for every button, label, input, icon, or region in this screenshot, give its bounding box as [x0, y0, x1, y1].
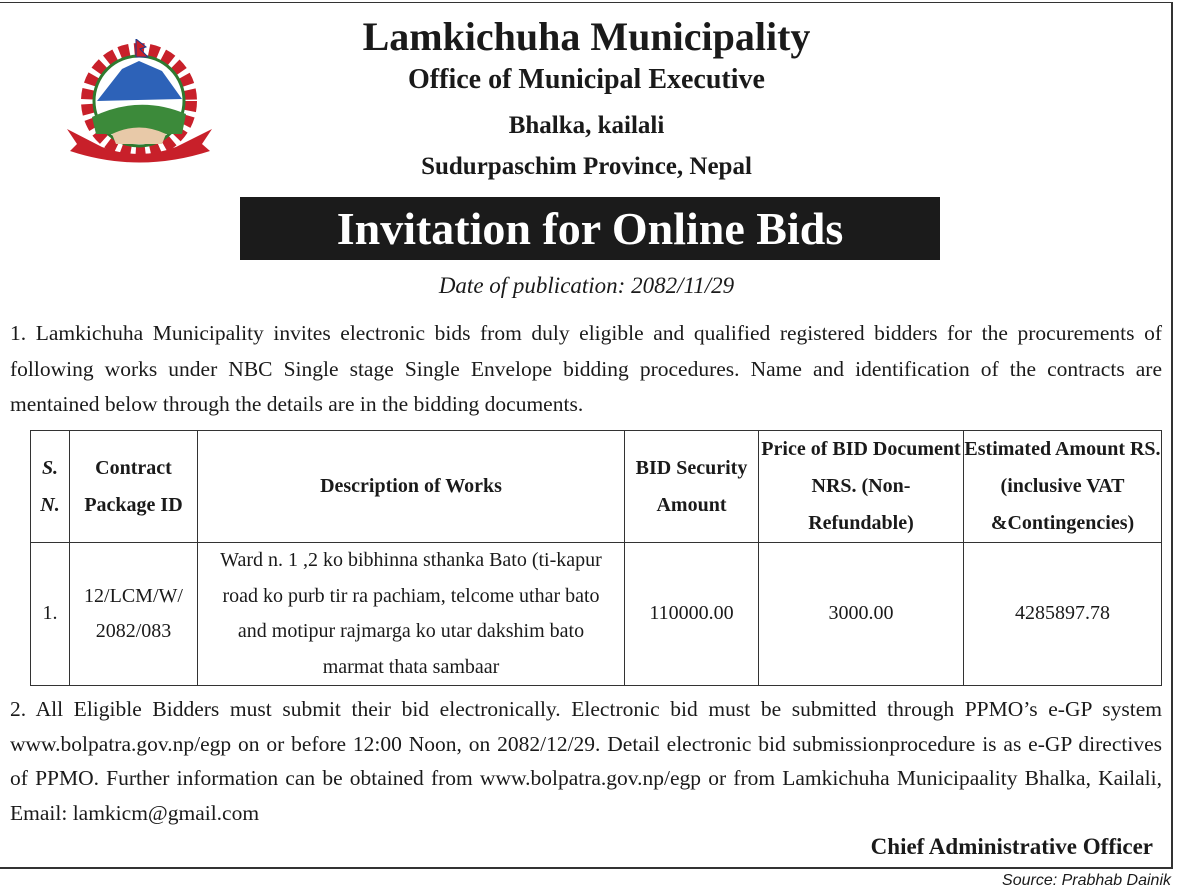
signatory: Chief Administrative Officer [870, 834, 1153, 859]
table-row [31, 543, 1162, 686]
header-bid-security: BID Security Amount [625, 431, 759, 543]
address: Bhalka, kailali [508, 112, 665, 139]
contracts-table [30, 430, 1162, 686]
publication-date: Date of publication: 2082/11/29 [438, 273, 735, 298]
table-header-row [31, 431, 1162, 543]
paragraph-1: 1. Lamkichuha Municipality invites electronic bids from duly eligible and qualified registered bidders for the procurements of following works under NBC Single stage Single Envelope bidding procedures. Name and identification of the contracts are mentained below through the details are in the bidding documents. [10, 321, 1162, 416]
cell-bid-security: 110000.00 [625, 543, 759, 686]
cell-sn: 1. [31, 543, 70, 686]
notice-title: Invitation for Online Bids [240, 197, 940, 260]
cell-description: Ward n. 1 ,2 ko bibhinna sthanka Bato (ti-kapur road ko purb tir ra pachiam, telcome uthar bato and motipur rajmarga ko utar dakshim bato marmat thata sambaar [198, 543, 625, 686]
paragraph-2: 2. All Eligible Bidders must submit their bid electronically. Electronic bid must be submitted through PPMO’s e-GP system www.bolpatra.gov.np/egp on or before 12:00 Noon, on 2082/12/29. Detail electronic bid submissionprocedure is as e-GP directives of PPMO. Further information can be obtained from www.bolpatra.gov.np/egp or from Lamkichuha Municipaality Bhalka, Kailali, Email: lamkicm@gmail.com [10, 697, 1162, 825]
cell-package-id: 12/LCM/W/ 2082/083 [70, 543, 198, 686]
header-package-id: Contract Package ID [70, 431, 198, 543]
province: Sudurpaschim Province, Nepal [421, 153, 752, 180]
municipality-name: Lamkichuha Municipality [362, 14, 811, 59]
cell-document-price: 3000.00 [759, 543, 964, 686]
header-sn: S. N. [31, 431, 70, 543]
header-description: Description of Works [198, 431, 625, 543]
office-name: Office of Municipal Executive [408, 64, 765, 95]
cell-estimated-amount: 4285897.78 [964, 543, 1162, 686]
source-credit: Source: Prabhab Dainik [1002, 872, 1171, 889]
notice-page [0, 2, 1173, 869]
header-estimated-amount: Estimated Amount RS.(inclusive VAT &Contingencies) [964, 431, 1162, 543]
header-document-price: Price of BID Document NRS. (Non-Refundable) [759, 431, 964, 543]
